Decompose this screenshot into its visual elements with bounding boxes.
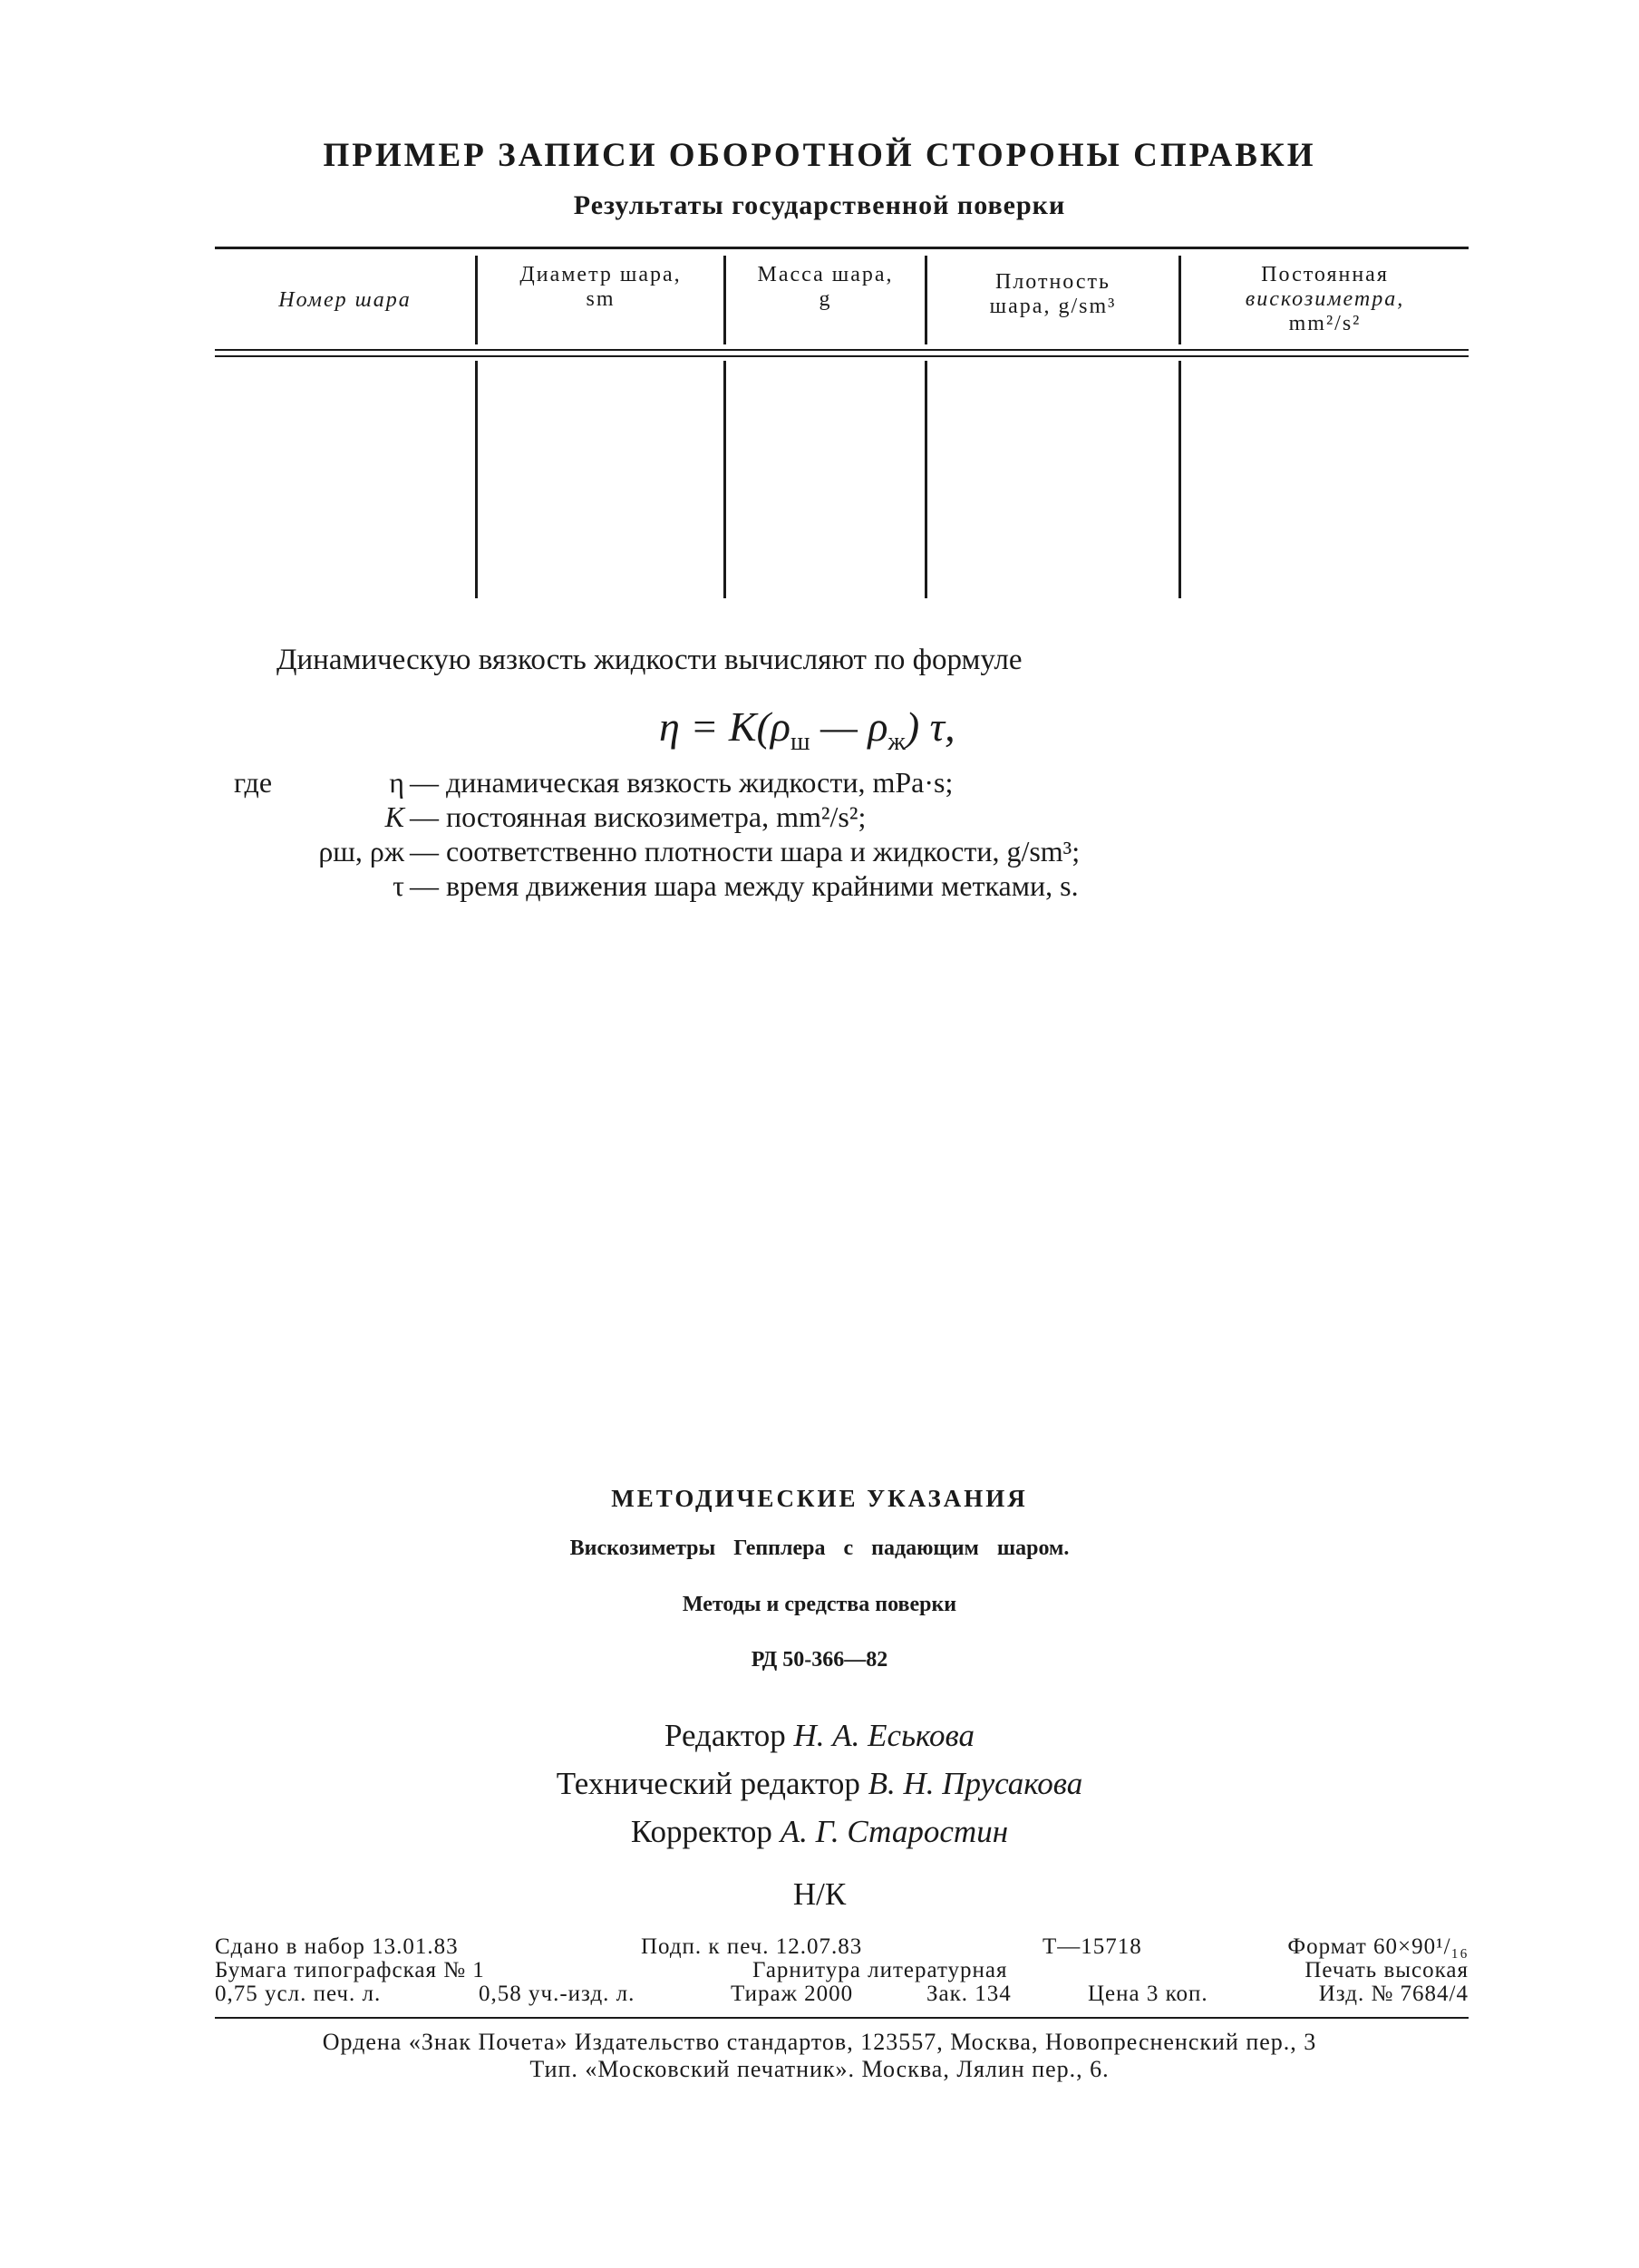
column-header-text: вискозиметра,	[1245, 287, 1405, 311]
column-header-diameter	[478, 263, 723, 312]
guide-title: МЕТОДИЧЕСКИЕ УКАЗАНИЯ	[611, 1485, 1028, 1512]
formula-subscript: ш	[790, 728, 810, 756]
imprint-item: Бумага типографская № 1	[215, 1958, 485, 1982]
column-header-density	[927, 270, 1178, 319]
column-header-text: Постоянная	[1261, 263, 1389, 286]
legend-row	[0, 766, 1639, 797]
imprint-item: Цена 3 коп.	[1088, 1982, 1208, 2006]
printer-line: Тип. «Московский печатник». Москва, Лялин пер., 6.	[529, 2056, 1110, 2082]
legend-symbol: η	[389, 766, 404, 799]
credit-proofreader	[0, 1814, 1639, 1850]
legend-symbol: K	[384, 800, 404, 833]
legend-text: — соответственно плотности шара и жидкости, g/sm³;	[410, 835, 1081, 867]
table-header-rule-1	[215, 349, 1469, 351]
column-header-unit: g	[819, 287, 832, 311]
table-col-divider	[475, 361, 478, 598]
imprint-item: Сдано в набор 13.01.83	[215, 1934, 459, 1959]
column-header-text: Плотность	[994, 270, 1110, 294]
column-header-unit: mm²/s²	[1288, 312, 1362, 335]
imprint-item: Зак. 134	[926, 1982, 1012, 2006]
formula-intro: Динамическую вязкость жидкости вычисляют по формуле	[276, 644, 1023, 676]
credit-tech-editor	[0, 1766, 1639, 1802]
column-header-text: Диаметр шара,	[519, 263, 682, 286]
imprint-item: Изд. № 7684/4	[1318, 1982, 1469, 2006]
credit-role: Корректор	[630, 1814, 772, 1849]
table-header-rule-2	[215, 355, 1469, 357]
table-col-divider	[925, 361, 927, 598]
credit-editor	[0, 1718, 1639, 1754]
imprint-item: Гарнитура литературная	[752, 1958, 1008, 1982]
guide-subject: Вискозиметры Гепплера с падающим шаром.	[569, 1536, 1070, 1560]
formula-part: — ρ	[810, 703, 888, 750]
guide-code: РД 50-366—82	[751, 1648, 888, 1672]
column-header-unit: шара, g/sm³	[989, 295, 1117, 318]
legend-symbol: ρш, ρж	[318, 835, 404, 867]
legend-row	[0, 800, 1639, 831]
credit-name: А. Г. Старостин	[780, 1814, 1009, 1849]
table-top-rule	[215, 247, 1469, 249]
nk-mark: Н/К	[792, 1876, 847, 1912]
imprint-item: Т—15718	[1043, 1934, 1142, 1959]
legend-text: — время движения шара между крайними метками, s.	[410, 869, 1079, 902]
formula-subscript: ж	[887, 728, 906, 756]
page-title: ПРИМЕР ЗАПИСИ ОБОРОТНОЙ СТОРОНЫ СПРАВКИ	[323, 137, 1316, 174]
formula-part: ) τ,	[905, 703, 955, 750]
credit-role: Технический редактор	[556, 1766, 860, 1801]
column-header-constant	[1181, 263, 1469, 336]
imprint-item: Формат 60×90¹/₁₆	[1287, 1934, 1469, 1959]
credit-name: В. Н. Прусакова	[868, 1766, 1083, 1801]
legend-symbol: τ	[393, 869, 404, 902]
imprint-item: Тираж 2000	[731, 1982, 854, 2006]
column-header-mass	[726, 263, 925, 312]
column-header-unit: sm	[586, 287, 616, 311]
viscosity-formula	[659, 703, 955, 757]
legend-text: — динамическая вязкость жидкости, mPa·s;	[410, 766, 954, 799]
column-header-ball-number	[215, 288, 475, 313]
column-header-text: Масса шара,	[757, 263, 894, 286]
table-col-divider	[723, 361, 726, 598]
legend-row	[0, 835, 1639, 866]
formula-part: η = K(ρ	[659, 703, 790, 750]
imprint-item: Подп. к печ. 12.07.83	[641, 1934, 863, 1959]
legend-where: где	[234, 766, 273, 799]
imprint-item: Печать высокая	[1304, 1958, 1469, 1982]
column-header-text: Номер шара	[278, 288, 412, 312]
credit-name: Н. А. Еськова	[793, 1718, 975, 1753]
page-subtitle: Результаты государственной поверки	[573, 190, 1066, 220]
credit-role: Редактор	[664, 1718, 786, 1753]
imprint-item: 0,75 усл. печ. л.	[215, 1982, 382, 2006]
table-col-divider	[1178, 361, 1181, 598]
legend-row	[0, 869, 1639, 900]
publisher-line: Ордена «Знак Почета» Издательство стандартов, 123557, Москва, Новопресненский пер., 3	[322, 2029, 1317, 2055]
footer-rule	[215, 2017, 1469, 2019]
imprint-item: 0,58 уч.-изд. л.	[479, 1982, 635, 2006]
guide-subtitle: Методы и средства поверки	[682, 1593, 957, 1616]
legend-text: — постоянная вискозиметра, mm²/s²;	[410, 800, 867, 833]
